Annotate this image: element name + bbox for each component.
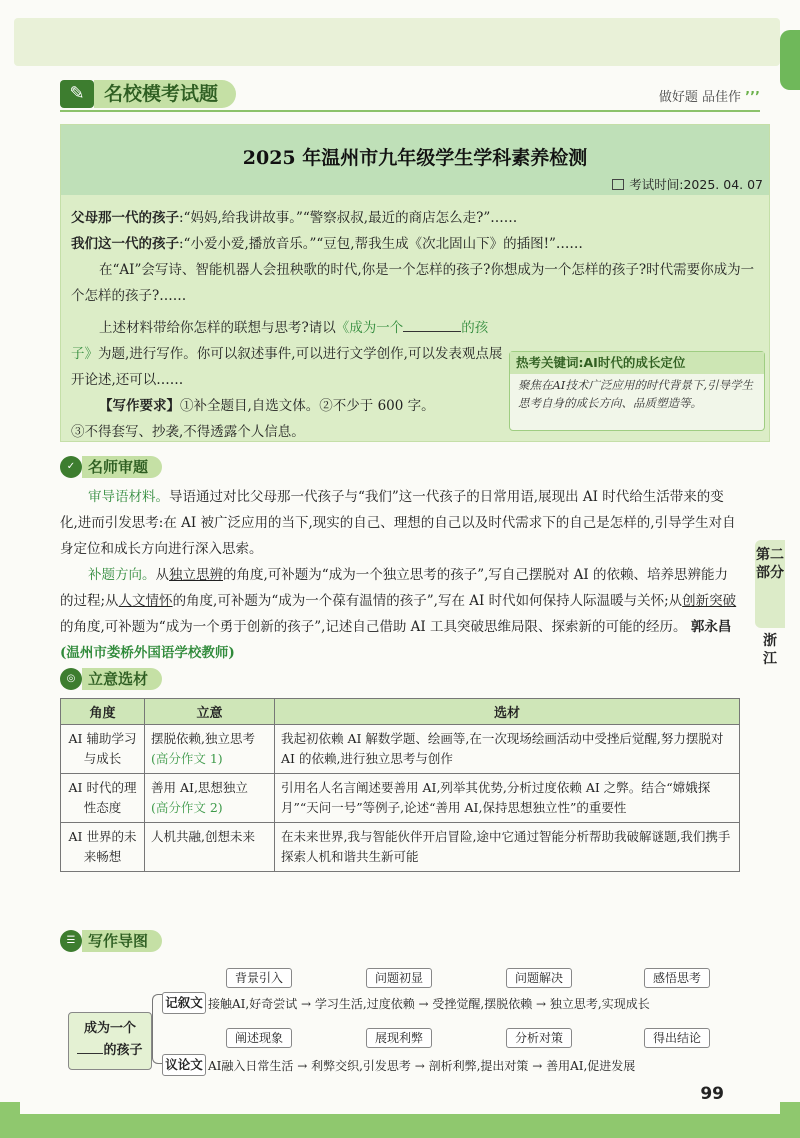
material-line-1: [71, 205, 763, 231]
guide-type-argument: 议论文: [162, 1054, 206, 1076]
review-p2-u2: 人文情怀: [118, 593, 173, 609]
review-p2-a: 从: [155, 567, 169, 583]
page-number: 99: [700, 1084, 724, 1104]
writing-prompt: [71, 315, 507, 393]
side-tab-region: 浙江: [763, 633, 777, 667]
guide-stage: 问题解决: [506, 968, 572, 988]
pen-icon: ✎: [60, 80, 94, 108]
material-line-3: 在“AI”会写诗、智能机器人会扭秧歌的时代,你是一个怎样的孩子?你想成为一个怎样的孩子?时代需要你成为一个怎样的孩子?……: [71, 262, 755, 304]
guide-center-blank: [77, 1042, 103, 1054]
review-label: 名师审题: [82, 456, 162, 478]
exam-date: [612, 175, 763, 193]
guide-center-b: 的孩子: [103, 1043, 143, 1058]
table-header-angle: 角度: [61, 699, 145, 725]
guide-center-a: 成为一个: [83, 1021, 136, 1036]
top-band: [14, 18, 780, 66]
review-paragraph-1: [60, 484, 740, 562]
selection-icon: ◎: [60, 668, 82, 690]
guide-stage: 展现利弊: [366, 1028, 432, 1048]
guide-stage: 分析对策: [506, 1028, 572, 1048]
selection-label: 立意选材: [82, 668, 162, 690]
prompt-title-b: 个: [389, 320, 404, 336]
section-header: [60, 80, 760, 110]
row-idea: [145, 725, 275, 774]
calendar-icon: [612, 179, 624, 190]
table-row: [61, 774, 740, 823]
row-angle: AI 时代的理性态度: [61, 774, 145, 823]
table-header-material: 选材: [275, 699, 740, 725]
row-idea-tag: (高分作文 2): [151, 800, 223, 815]
guide-icon: ☰: [60, 930, 82, 952]
hot-keywords-title: 热考关键词:AI时代的成长定位: [510, 352, 764, 374]
prompt-title-c: 的孩子》: [71, 320, 489, 362]
guide-stage: 感悟思考: [644, 968, 710, 988]
review-header: [60, 456, 162, 480]
guide-stage: 阐述现象: [226, 1028, 292, 1048]
review-paragraph-2: [60, 562, 740, 666]
guide-type-narrative: 记叙文: [162, 992, 206, 1014]
author-name: 郭永昌: [690, 619, 732, 635]
guide-narrative-flow: 接触AI,好奇尝试 → 学习生活,过度依赖 → 受挫觉醒,摆脱依赖 → 独立思考,实现成长: [208, 997, 650, 1011]
prompt-title-a: 《成为一: [335, 320, 390, 336]
corner-decoration: [780, 30, 800, 90]
table-row: [61, 725, 740, 774]
side-tab-part: 第二部分: [755, 540, 785, 628]
bottom-margin: [20, 1094, 780, 1114]
line2-lead: 我们这一代的孩子: [71, 236, 179, 252]
guide-stage: 问题初显: [366, 968, 432, 988]
review-p1-lead: 审导语材料。: [88, 489, 169, 505]
line1-lead: 父母那一代的孩子: [71, 210, 179, 226]
row-angle: AI 辅助学习与成长: [61, 725, 145, 774]
section-title: 名校模考试题: [94, 80, 236, 108]
guide-label: 写作导图: [82, 930, 162, 952]
line2-text: :“小爱小爱,播放音乐。”“豆包,帮我生成《次北固山下》的插图!”……: [179, 236, 583, 252]
exam-title: 2025 年温州市九年级学生学科素养检测: [242, 147, 588, 169]
review-p2-u1: 独立思辨: [169, 567, 223, 583]
review-p2-b: 的角度,可补题为“成为一个独立思考的孩子”,写自己摆脱对 AI 的依赖、培养思辨能力的过程;从: [60, 567, 729, 609]
req-text-1: ①补全题目,自选文体。②不少于 600 字。: [180, 398, 435, 414]
guide-bracket: [152, 994, 162, 1064]
selection-header: [60, 668, 162, 692]
row-material: 我起初依赖 AI 解数学题、绘画等,在一次现场绘画活动中受挫后觉醒,努力摆脱对 AI 的依赖,进行独立思考与创作: [275, 725, 740, 774]
review-p1-text: 导语通过对比父母那一代孩子与“我们”这一代孩子的日常用语,展现出 AI 时代给生活带来的变化,进而引发思考:在 AI 被广泛应用的当下,现实的自己、理想的自己以及时代需求下的自己是怎样的,引导学生对自身定位和成长方向进行深入思索。: [60, 489, 736, 557]
selection-table: [60, 698, 740, 872]
req-label: 【写作要求】: [99, 398, 180, 414]
row-idea-tag: (高分作文 1): [151, 751, 223, 766]
writing-requirements-2: ③不得套写、抄袭,不得透露个人信息。: [71, 424, 305, 440]
title-blank: [403, 318, 461, 332]
writing-requirements: [71, 393, 507, 419]
tagline-text: 做好题 品佳作: [658, 90, 742, 105]
row-material: 引用名人名言阐述要善用 AI,列举其优势,分析过度依赖 AI 之弊。结合“嫦娥探月”“天问一号”等例子,论述“善用 AI,保持思想独立性”的重要性: [275, 774, 740, 823]
table-row: [61, 823, 740, 872]
row-angle: AI 世界的未来畅想: [61, 823, 145, 872]
guide-argument-flow: AI融入日常生活 → 利弊交织,引发思考 → 剖析利弊,提出对策 → 善用AI,促进发展: [208, 1059, 636, 1073]
guide-stage: 得出结论: [644, 1028, 710, 1048]
hot-keywords-body: 聚焦在AI技术广泛应用的时代背景下,引导学生思考自身的成长方向、品质塑造等。: [518, 378, 754, 410]
review-p2-c: 的角度,可补题为“成为一个葆有温情的孩子”,写在 AI 时代如何保持人际温暖与关怀;从: [172, 593, 683, 609]
table-header-row: [61, 699, 740, 725]
line1-text: :“妈妈,给我讲故事。”“警察叔叔,最近的商店怎么走?”……: [179, 210, 518, 226]
row-idea-text: 善用 AI,思想独立: [151, 780, 248, 795]
exam-date-text: 考试时间:2025. 04. 07: [629, 177, 763, 192]
header-divider: [60, 110, 760, 112]
row-idea-text: 摆脱依赖,独立思考: [151, 731, 255, 746]
tagline-dots: ’’’: [745, 90, 760, 105]
row-material: 在未来世界,我与智能伙伴开启冒险,途中它通过智能分析帮助我破解谜题,我们携手探索人机和谐共生新可能: [275, 823, 740, 872]
prompt-a: 上述材料带给你怎样的联想与思考?请以: [99, 320, 336, 336]
review-icon: ✓: [60, 456, 82, 478]
hot-keywords-box: [509, 351, 765, 431]
exam-box: [60, 124, 770, 442]
table-header-idea: 立意: [145, 699, 275, 725]
author-school: (温州市娄桥外国语学校教师): [60, 645, 235, 661]
guide-stage: 背景引入: [226, 968, 292, 988]
review-p2-d: 的角度,可补题为“成为一个勇于创新的孩子”,记述自己借助 AI 工具突破思维局限、探索新的可能的经历。: [60, 619, 687, 635]
review-p2-u3: 创新突破: [682, 593, 737, 609]
review-p2-lead: 补题方向。: [88, 567, 156, 583]
prompt-c: 进行文学创作,可以发表观点展开论述,还可以……: [71, 346, 503, 388]
tagline: [659, 86, 760, 105]
row-idea: [145, 774, 275, 823]
guide-center-title: [68, 1012, 152, 1070]
prompt-b: 为题,进行写作。你可以叙述事件,可以: [98, 346, 323, 362]
material-line-2: [71, 231, 763, 257]
writing-guide: [60, 964, 750, 1084]
row-idea: [145, 823, 275, 872]
row-idea-text: 人机共融,创想未来: [151, 829, 255, 844]
guide-header: [60, 930, 162, 954]
